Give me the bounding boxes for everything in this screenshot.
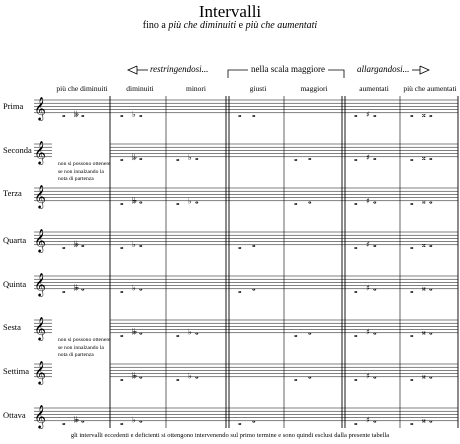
whole-note-icon: 𝅝	[139, 153, 143, 164]
whole-note-icon: 𝅝	[195, 371, 199, 382]
accidental-icon: ♭	[132, 109, 136, 119]
accidental-icon: ♯	[366, 240, 370, 249]
note-line: non si possono ottenere	[58, 337, 111, 343]
treble-clef-icon: 𝄞	[34, 272, 46, 296]
whole-note-icon: 𝅝	[81, 240, 85, 250]
whole-note-icon: 𝅝	[120, 285, 124, 296]
note-line: nota di partenza	[58, 176, 94, 182]
whole-note-icon: 𝅝	[373, 283, 377, 294]
whole-note-icon: 𝅝	[120, 329, 124, 340]
treble-clef-icon: 𝄞	[34, 96, 46, 120]
subtitle-middle: e	[236, 20, 246, 31]
accidental-icon: ♯	[366, 109, 370, 119]
whole-note-icon: 𝅝	[308, 371, 312, 382]
accidental-icon: 𝄫	[132, 153, 137, 163]
column-header-maggiori: maggiori	[300, 84, 328, 93]
whole-note-icon: 𝅝	[429, 240, 433, 250]
note-line: se non innalzando la	[58, 344, 104, 351]
group-label-widening: allargandosi...	[357, 64, 410, 74]
whole-note-icon: 𝅝	[62, 109, 66, 120]
accidental-icon: ♭	[132, 283, 136, 293]
accidental-icon: ♭	[132, 240, 136, 249]
column-header-piu-che-aumentati: più che aumentati	[403, 84, 457, 93]
whole-note-icon: 𝅝	[238, 109, 242, 120]
whole-note-icon: 𝅝	[176, 373, 180, 384]
row-label-terza: Terza	[3, 188, 22, 198]
subtitle-emphasis-1: più che diminuiti	[168, 20, 237, 31]
accidental-icon: 𝄪	[422, 196, 426, 206]
whole-note-icon: 𝅝	[429, 196, 433, 207]
whole-note-icon: 𝅝	[373, 109, 377, 120]
whole-note-icon: 𝅝	[62, 285, 66, 296]
accidental-icon: 𝄫	[132, 327, 137, 337]
row-label-prima: Prima	[3, 101, 24, 111]
row-label-seconda: Seconda	[3, 145, 32, 155]
whole-note-icon: 𝅝	[373, 371, 377, 382]
whole-note-icon: 𝅝	[354, 285, 358, 296]
whole-note-icon: 𝅝	[429, 371, 433, 382]
whole-note-icon: 𝅝	[139, 240, 143, 250]
accidental-icon: ♯	[366, 196, 370, 206]
whole-note-icon: 𝅝	[429, 283, 433, 294]
accidental-icon: 𝄫	[74, 415, 79, 425]
page-title: Intervalli	[198, 2, 262, 21]
whole-note-icon: 𝅝	[308, 327, 312, 338]
accidental-icon: ♯	[366, 371, 370, 381]
column-header-diminuiti: diminuiti	[126, 84, 154, 93]
accidental-icon: ♯	[366, 327, 370, 337]
subtitle-emphasis-2: più che aumentati	[245, 20, 318, 31]
whole-note-icon: 𝅝	[81, 109, 85, 120]
whole-note-icon: 𝅝	[238, 417, 242, 428]
treble-clef-icon: 𝄞	[34, 228, 46, 252]
whole-note-icon: 𝅝	[238, 241, 242, 252]
whole-note-icon: 𝅝	[139, 371, 143, 382]
whole-note-icon: 𝅝	[62, 241, 66, 252]
note-line: se non innalzando la	[58, 168, 104, 175]
accidental-icon: 𝄪	[422, 283, 426, 293]
whole-note-icon: 𝅝	[354, 373, 358, 384]
whole-note-icon: 𝅝	[354, 329, 358, 340]
row-label-ottava: Ottava	[3, 410, 26, 420]
whole-note-icon: 𝅝	[120, 153, 124, 164]
left-arrow-icon	[128, 66, 137, 74]
footer-note: gli intervalli eccedenti e deficienti si ottengono intervenendo sul primo termine e sono quindi esclusi dalla presente tabella	[70, 432, 390, 439]
whole-note-icon: 𝅝	[120, 417, 124, 428]
whole-note-icon: 𝅝	[294, 153, 298, 164]
whole-note-icon: 𝅝	[176, 197, 180, 208]
whole-note-icon: 𝅝	[410, 417, 414, 428]
whole-note-icon: 𝅝	[410, 197, 414, 208]
whole-note-icon: 𝅝	[294, 197, 298, 208]
whole-note-icon: 𝅝	[354, 417, 358, 428]
whole-note-icon: 𝅝	[120, 109, 124, 120]
whole-note-icon: 𝅝	[195, 327, 199, 338]
accidental-icon: ♭	[188, 371, 192, 381]
whole-note-icon: 𝅝	[410, 373, 414, 384]
accidental-icon: 𝄪	[422, 327, 426, 337]
right-arrow-icon	[420, 66, 429, 74]
whole-note-icon: 𝅝	[410, 241, 414, 252]
whole-note-icon: 𝅝	[373, 196, 377, 207]
treble-clef-icon: 𝄞	[34, 360, 46, 384]
whole-note-icon: 𝅝	[429, 153, 433, 164]
whole-note-icon: 𝅝	[373, 415, 377, 426]
group-brackets	[128, 66, 429, 78]
accidental-icon: ♭	[188, 327, 192, 337]
whole-note-icon: 𝅝	[354, 241, 358, 252]
subtitle-prefix: fino a	[142, 20, 169, 31]
row-label-sesta: Sesta	[3, 322, 21, 332]
whole-note-icon: 𝅝	[308, 196, 312, 207]
accidental-icon: 𝄫	[132, 196, 137, 206]
group-label-narrowing: restringendosi...	[150, 64, 209, 74]
accidental-icon: ♭	[188, 196, 192, 206]
column-header-aumentati: aumentati	[359, 84, 389, 93]
whole-note-icon: 𝅝	[120, 241, 124, 252]
whole-note-icon: 𝅝	[120, 373, 124, 384]
whole-note-icon: 𝅝	[429, 327, 433, 338]
staff-rows	[34, 96, 458, 429]
whole-note-icon: 𝅝	[139, 109, 143, 120]
treble-clef-icon: 𝄞	[34, 316, 46, 340]
whole-note-icon: 𝅝	[354, 197, 358, 208]
accidental-icon: ♭	[132, 415, 136, 425]
whole-note-icon: 𝅝	[373, 153, 377, 164]
treble-clef-icon: 𝄞	[34, 184, 46, 208]
whole-note-icon: 𝅝	[252, 109, 256, 120]
whole-note-icon: 𝅝	[294, 373, 298, 384]
whole-note-icon: 𝅝	[429, 109, 433, 120]
group-label-major-scale: nella scala maggiore	[251, 64, 325, 74]
accidental-icon: 𝄪	[422, 153, 426, 163]
whole-note-icon: 𝅝	[308, 153, 312, 164]
treble-clef-icon: 𝄞	[34, 140, 46, 164]
whole-note-icon: 𝅝	[139, 327, 143, 338]
whole-note-icon: 𝅝	[373, 327, 377, 338]
whole-note-icon: 𝅝	[410, 285, 414, 296]
whole-note-icon: 𝅝	[252, 283, 256, 294]
whole-note-icon: 𝅝	[354, 153, 358, 164]
whole-note-icon: 𝅝	[410, 109, 414, 120]
accidental-icon: 𝄫	[74, 109, 79, 119]
whole-note-icon: 𝅝	[373, 240, 377, 250]
note-line: nota di partenza	[58, 352, 94, 358]
whole-note-icon: 𝅝	[410, 329, 414, 340]
whole-note-icon: 𝅝	[81, 415, 85, 426]
whole-note-icon: 𝅝	[139, 415, 143, 426]
whole-note-icon: 𝅝	[429, 415, 433, 426]
column-dividers	[110, 96, 458, 428]
whole-note-icon: 𝅝	[81, 283, 85, 294]
whole-note-icon: 𝅝	[139, 196, 143, 207]
accidental-icon: 𝄪	[422, 240, 426, 249]
note-line: non si possono ottenere	[58, 161, 111, 167]
treble-clef-icon: 𝄞	[34, 404, 46, 428]
whole-note-icon: 𝅝	[410, 153, 414, 164]
whole-note-icon: 𝅝	[176, 153, 180, 164]
whole-note-icon: 𝅝	[62, 417, 66, 428]
whole-note-icon: 𝅝	[120, 197, 124, 208]
accidental-icon: 𝄪	[422, 415, 426, 425]
whole-note-icon: 𝅝	[252, 415, 256, 426]
whole-note-icon: 𝅝	[195, 153, 199, 164]
whole-note-icon: 𝅝	[238, 285, 242, 296]
accidental-icon: ♯	[366, 153, 370, 163]
row-label-quinta: Quinta	[3, 279, 27, 289]
accidental-icon: 𝄫	[132, 371, 137, 381]
whole-note-icon: 𝅝	[139, 283, 143, 294]
accidental-icon: 𝄫	[74, 283, 79, 293]
row-label-quarta: Quarta	[3, 235, 27, 245]
whole-note-icon: 𝅝	[294, 329, 298, 340]
accidental-icon: ♯	[366, 283, 370, 293]
column-header-piu-che-diminuiti: più che diminuiti	[56, 84, 108, 93]
whole-note-icon: 𝅝	[176, 329, 180, 340]
accidental-icon: 𝄪	[422, 109, 426, 119]
accidental-icon: 𝄫	[74, 240, 79, 249]
whole-note-icon: 𝅝	[354, 109, 358, 120]
whole-note-icon: 𝅝	[252, 240, 256, 250]
column-header-giusti: giusti	[249, 84, 267, 93]
row-label-settima: Settima	[3, 366, 29, 376]
column-header-minori: minori	[186, 84, 206, 93]
accidental-icon: ♯	[366, 415, 370, 425]
whole-note-icon: 𝅝	[195, 196, 199, 207]
accidental-icon: ♭	[188, 153, 192, 163]
accidental-icon: 𝄪	[422, 371, 426, 381]
